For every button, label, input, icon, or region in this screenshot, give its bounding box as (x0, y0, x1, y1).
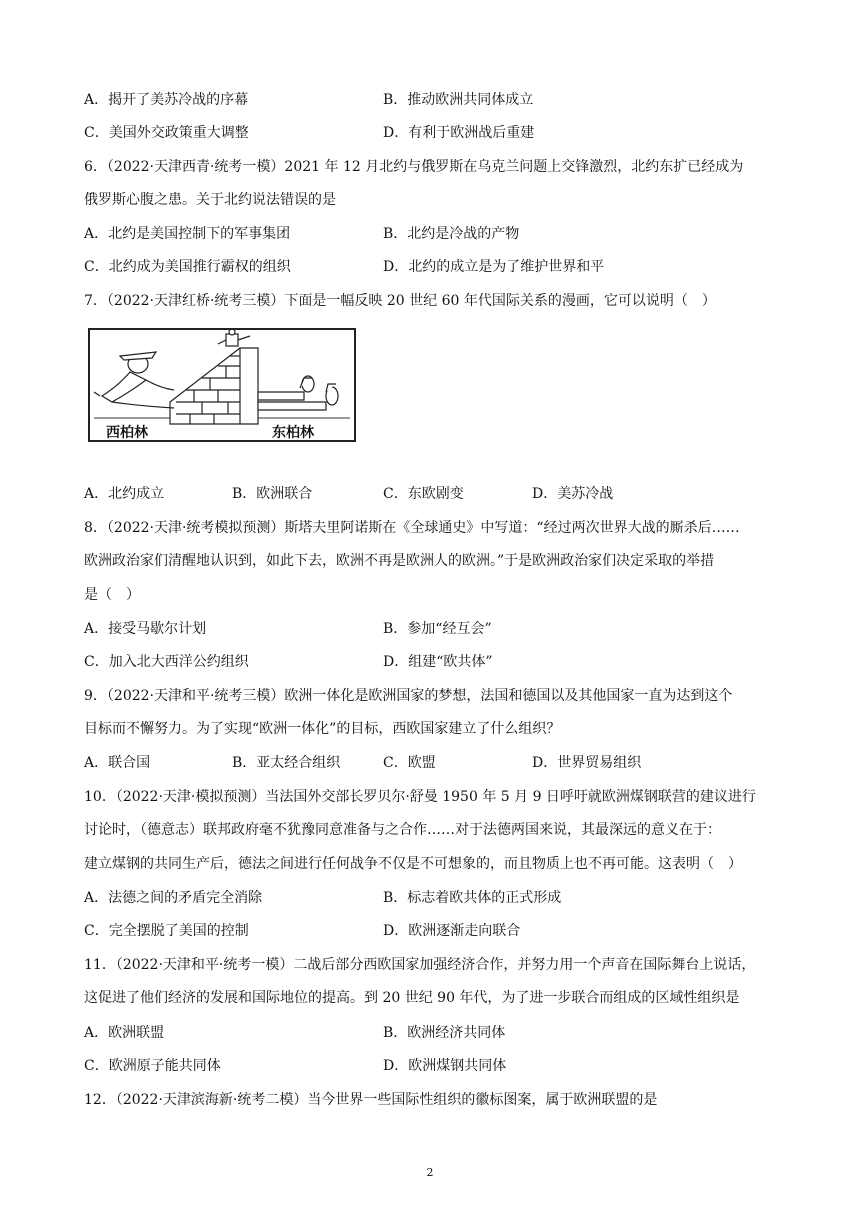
q11-option-d: D．欧洲煤钢共同体 (383, 1058, 507, 1074)
q8-option-b: B．参加“经互会” (383, 621, 492, 637)
q6-option-b: B．北约是冷战的产物 (383, 226, 520, 242)
q11-option-c: C．欧洲原子能共同体 (84, 1058, 221, 1074)
q11-stem-line2: 这促进了他们经济的发展和国际地位的提高。到 20 世纪 90 年代，为了进一步联合而组成的区域性组织是 (84, 990, 740, 1006)
page-number: 2 (426, 1166, 434, 1179)
q7-option-a: A．北约成立 (84, 486, 165, 502)
q8-option-a: A．接受马歇尔计划 (84, 621, 207, 637)
q8-stem-line2: 欧洲政治家们清醒地认识到，如此下去，欧洲不再是欧洲人的欧洲。”于是欧洲政治家们决定采取的举措 (84, 553, 715, 569)
q10-stem-line2: 讨论时，（德意志）联邦政府毫不犹豫同意准备与之合作……对于法德两国来说，其最深远的意义在于： (84, 822, 721, 838)
q5-option-a: A．揭开了美苏冷战的序幕 (84, 92, 249, 108)
q10-stem-line3: 建立煤钢的共同生产后，德法之间进行任何战争不仅是不可想象的，而且物质上也不再可能。这表明（ ） (84, 856, 742, 872)
q7-option-d: D．美苏冷战 (532, 486, 614, 502)
q8-option-c: C．加入北大西洋公约组织 (84, 654, 249, 670)
q11-stem-line1: 11．（2022·天津和平·统考一模）二战后部分西欧国家加强经济合作，并努力用一个声音在国际舞台上说话， (84, 957, 756, 973)
q5-option-d: D．有利于欧洲战后重建 (383, 125, 535, 141)
q10-option-c: C．完全摆脱了美国的控制 (84, 923, 249, 939)
q6-stem-line2: 俄罗斯心腹之患。关于北约说法错误的是 (84, 192, 336, 208)
q10-stem-line1: 10．（2022·天津·模拟预测）当法国外交部长罗贝尔·舒曼 1950 年 5 月 9 日呼吁就欧洲煤钢联营的建议进行 (84, 789, 756, 805)
q5-option-b: B．推动欧洲共同体成立 (383, 92, 534, 108)
q9-option-d: D．世界贸易组织 (532, 755, 642, 771)
cartoon-label-east-berlin: 东柏林 (272, 425, 314, 441)
q9-option-c: C．欧盟 (383, 755, 436, 771)
q6-option-a: A．北约是美国控制下的军事集团 (84, 226, 291, 242)
q7-stem-line1: 7．（2022·天津红桥·统考三模）下面是一幅反映 20 世纪 60 年代国际关系的漫画，它可以说明（ ） (84, 293, 716, 309)
q9-option-b: B．亚太经合组织 (232, 755, 341, 771)
q6-option-d: D．北约的成立是为了维护世界和平 (383, 259, 605, 275)
q11-option-a: A．欧洲联盟 (84, 1025, 165, 1041)
q9-stem-line1: 9．（2022·天津和平·统考三模）欧洲一体化是欧洲国家的梦想，法国和德国以及其他国家一直为达到这个 (84, 688, 733, 704)
q9-stem-line2: 目标而不懈努力。为了实现“欧洲一体化”的目标，西欧国家建立了什么组织？ (84, 721, 561, 737)
q10-option-a: A．法德之间的矛盾完全消除 (84, 890, 263, 906)
q7-option-c: C．东欧剧变 (383, 486, 464, 502)
q12-stem-line1: 12．（2022·天津滨海新·统考二模）当今世界一些国际性组织的徽标图案，属于欧洲联盟的是 (84, 1092, 658, 1108)
q8-stem-line1: 8．（2022·天津·统考模拟预测）斯塔夫里阿诺斯在《全球通史》中写道：“经过两次世界大战的厮杀后…… (84, 520, 740, 536)
q6-option-c: C．北约成为美国推行霸权的组织 (84, 259, 291, 275)
q10-option-d: D．欧洲逐渐走向联合 (383, 923, 521, 939)
q8-stem-line3: 是（ ） (84, 587, 140, 603)
q8-option-d: D．组建“欧共体” (383, 654, 493, 670)
q10-option-b: B．标志着欧共体的正式形成 (383, 890, 562, 906)
q9-option-a: A．联合国 (84, 755, 151, 771)
q5-option-c: C．美国外交政策重大调整 (84, 125, 249, 141)
berlin-wall-cartoon (88, 328, 356, 442)
q6-stem-line1: 6．（2022·天津西青·统考一模）2021 年 12 月北约与俄罗斯在乌克兰问题上交锋激烈，北约东扩已经成为 (84, 159, 744, 175)
cartoon-label-west-berlin: 西柏林 (106, 425, 148, 441)
q7-option-b: B．欧洲联合 (232, 486, 313, 502)
q11-option-b: B．欧洲经济共同体 (383, 1025, 506, 1041)
